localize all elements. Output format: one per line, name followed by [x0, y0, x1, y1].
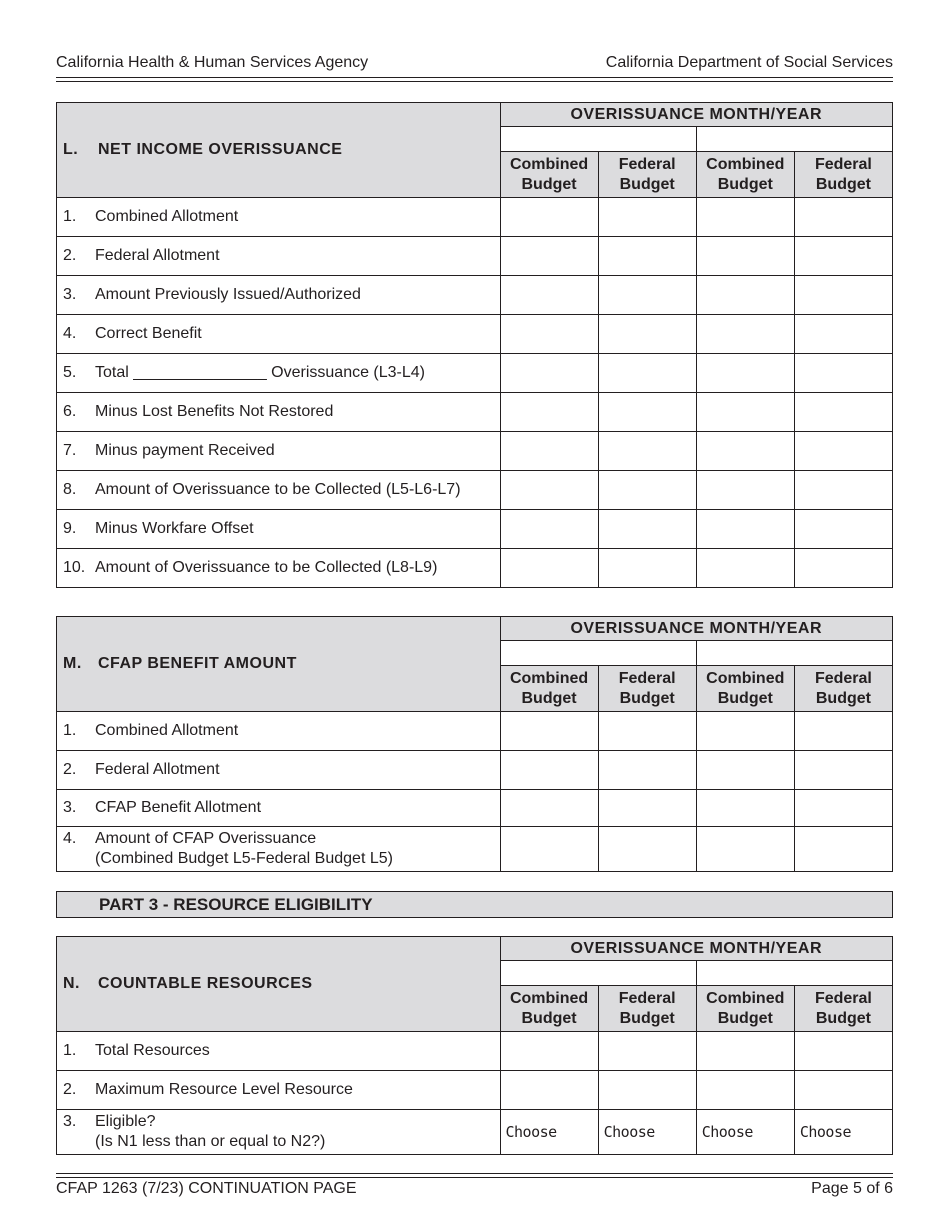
combined-budget-header: Combined Budget — [696, 666, 794, 712]
row-label: 5. Total _______________ Overissuance (L3-L4) — [57, 354, 501, 393]
month-year-field-2[interactable] — [696, 641, 892, 666]
eligible-choose-dropdown[interactable]: Choose — [794, 1110, 892, 1155]
input-cell[interactable] — [500, 549, 598, 588]
month-year-field-1[interactable] — [500, 641, 696, 666]
federal-budget-header: Federal Budget — [794, 986, 892, 1032]
row-label: 10. Amount of Overissuance to be Collected (L8-L9) — [57, 549, 501, 588]
eligible-choose-dropdown[interactable]: Choose — [598, 1110, 696, 1155]
table-row — [57, 712, 893, 751]
input-cell[interactable] — [794, 751, 892, 790]
input-cell[interactable] — [598, 712, 696, 751]
table-row — [57, 827, 893, 872]
input-cell[interactable] — [598, 1071, 696, 1110]
input-cell[interactable] — [696, 237, 794, 276]
row-label: 2. Maximum Resource Level Resource — [57, 1071, 501, 1110]
eligible-choose-dropdown[interactable]: Choose — [696, 1110, 794, 1155]
part-3-heading: PART 3 - RESOURCE ELIGIBILITY — [56, 891, 893, 918]
input-cell[interactable] — [598, 354, 696, 393]
input-cell[interactable] — [794, 471, 892, 510]
input-cell[interactable] — [500, 315, 598, 354]
input-cell[interactable] — [794, 1071, 892, 1110]
header-rule — [56, 77, 893, 82]
row-label: 4. Amount of CFAP Overissuance (Combined Budget L5-Federal Budget L5) — [57, 827, 501, 872]
combined-budget-header: Combined Budget — [500, 152, 598, 198]
input-cell[interactable] — [696, 712, 794, 751]
table-row — [57, 354, 893, 393]
section-m-table — [56, 616, 893, 872]
row-label: 3. Eligible? (Is N1 less than or equal to N2?) — [57, 1110, 501, 1155]
combined-budget-header: Combined Budget — [696, 152, 794, 198]
input-cell[interactable] — [500, 237, 598, 276]
month-year-field-2[interactable] — [696, 961, 892, 986]
input-cell[interactable] — [696, 549, 794, 588]
input-cell[interactable] — [500, 1071, 598, 1110]
input-cell[interactable] — [598, 315, 696, 354]
footer-rule — [56, 1173, 893, 1178]
input-cell[interactable] — [598, 1032, 696, 1071]
table-row — [57, 471, 893, 510]
form-number: CFAP 1263 (7/23) CONTINUATION PAGE — [56, 1180, 357, 1197]
input-cell[interactable] — [794, 510, 892, 549]
department-name: California Department of Social Services — [605, 54, 893, 71]
input-cell[interactable] — [696, 790, 794, 827]
section-m-title: M. CFAP BENEFIT AMOUNT — [57, 617, 501, 712]
table-row — [57, 751, 893, 790]
input-cell[interactable] — [696, 1071, 794, 1110]
overissuance-month-year-header: OVERISSUANCE MONTH/YEAR — [500, 617, 893, 641]
input-cell[interactable] — [794, 827, 892, 872]
input-cell[interactable] — [598, 432, 696, 471]
row-label: 2. Federal Allotment — [57, 237, 501, 276]
federal-budget-header: Federal Budget — [794, 666, 892, 712]
combined-budget-header: Combined Budget — [696, 986, 794, 1032]
input-cell[interactable] — [598, 790, 696, 827]
section-l-table — [56, 102, 893, 588]
federal-budget-header: Federal Budget — [598, 152, 696, 198]
overissuance-month-year-header: OVERISSUANCE MONTH/YEAR — [500, 937, 893, 961]
input-cell[interactable] — [598, 751, 696, 790]
month-year-field-1[interactable] — [500, 961, 696, 986]
input-cell[interactable] — [794, 237, 892, 276]
page-footer — [56, 1179, 893, 1199]
table-row — [57, 549, 893, 588]
input-cell[interactable] — [500, 393, 598, 432]
input-cell[interactable] — [794, 276, 892, 315]
input-cell[interactable] — [696, 393, 794, 432]
federal-budget-header: Federal Budget — [598, 986, 696, 1032]
row-label: 4. Correct Benefit — [57, 315, 501, 354]
row-label: 7. Minus payment Received — [57, 432, 501, 471]
input-cell[interactable] — [696, 471, 794, 510]
row-label: 2. Federal Allotment — [57, 751, 501, 790]
section-n-table — [56, 936, 893, 1155]
section-n-title: N. COUNTABLE RESOURCES — [57, 937, 501, 1032]
table-row — [57, 276, 893, 315]
input-cell[interactable] — [696, 510, 794, 549]
federal-budget-header: Federal Budget — [598, 666, 696, 712]
input-cell[interactable] — [794, 549, 892, 588]
table-row — [57, 1032, 893, 1071]
input-cell[interactable] — [500, 198, 598, 237]
page-header — [56, 52, 893, 74]
table-row — [57, 1110, 893, 1155]
input-cell[interactable] — [500, 354, 598, 393]
row-label: 6. Minus Lost Benefits Not Restored — [57, 393, 501, 432]
month-year-field-1[interactable] — [500, 127, 696, 152]
input-cell[interactable] — [500, 510, 598, 549]
section-l-title: L. NET INCOME OVERISSUANCE — [57, 103, 501, 198]
input-cell[interactable] — [696, 432, 794, 471]
row-label: 1. Combined Allotment — [57, 198, 501, 237]
input-cell[interactable] — [794, 393, 892, 432]
input-cell[interactable] — [696, 354, 794, 393]
table-row — [57, 198, 893, 237]
combined-budget-header: Combined Budget — [500, 986, 598, 1032]
table-row — [57, 510, 893, 549]
input-cell[interactable] — [794, 1032, 892, 1071]
input-cell[interactable] — [500, 827, 598, 872]
federal-budget-header: Federal Budget — [794, 152, 892, 198]
input-cell[interactable] — [500, 790, 598, 827]
table-row — [57, 432, 893, 471]
input-cell[interactable] — [696, 276, 794, 315]
input-cell[interactable] — [500, 471, 598, 510]
combined-budget-header: Combined Budget — [500, 666, 598, 712]
row-label: 9. Minus Workfare Offset — [57, 510, 501, 549]
input-cell[interactable] — [500, 432, 598, 471]
table-row — [57, 237, 893, 276]
input-cell[interactable] — [598, 198, 696, 237]
input-cell[interactable] — [794, 712, 892, 751]
row-label: 1. Total Resources — [57, 1032, 501, 1071]
input-cell[interactable] — [598, 393, 696, 432]
eligible-choose-dropdown[interactable]: Choose — [500, 1110, 598, 1155]
input-cell[interactable] — [794, 790, 892, 827]
overissuance-month-year-header: OVERISSUANCE MONTH/YEAR — [500, 103, 893, 127]
input-cell[interactable] — [598, 471, 696, 510]
month-year-field-2[interactable] — [696, 127, 892, 152]
page-number: Page 5 of 6 — [811, 1180, 893, 1197]
row-label: 1. Combined Allotment — [57, 712, 501, 751]
input-cell[interactable] — [794, 315, 892, 354]
input-cell[interactable] — [794, 354, 892, 393]
input-cell[interactable] — [500, 751, 598, 790]
input-cell[interactable] — [598, 549, 696, 588]
input-cell[interactable] — [696, 751, 794, 790]
input-cell[interactable] — [696, 198, 794, 237]
input-cell[interactable] — [598, 237, 696, 276]
row-label: 3. Amount Previously Issued/Authorized — [57, 276, 501, 315]
agency-name: California Health & Human Services Agency — [56, 54, 369, 71]
row-label: 8. Amount of Overissuance to be Collected (L5-L6-L7) — [57, 471, 501, 510]
input-cell[interactable] — [598, 827, 696, 872]
input-cell[interactable] — [500, 712, 598, 751]
input-cell[interactable] — [500, 1032, 598, 1071]
table-row — [57, 1071, 893, 1110]
input-cell[interactable] — [794, 198, 892, 237]
table-row — [57, 393, 893, 432]
input-cell[interactable] — [696, 827, 794, 872]
input-cell[interactable] — [500, 276, 598, 315]
input-cell[interactable] — [696, 1032, 794, 1071]
input-cell[interactable] — [794, 432, 892, 471]
input-cell[interactable] — [598, 510, 696, 549]
input-cell[interactable] — [598, 276, 696, 315]
row-label: 3. CFAP Benefit Allotment — [57, 790, 501, 827]
table-row — [57, 790, 893, 827]
input-cell[interactable] — [696, 315, 794, 354]
table-row — [57, 315, 893, 354]
